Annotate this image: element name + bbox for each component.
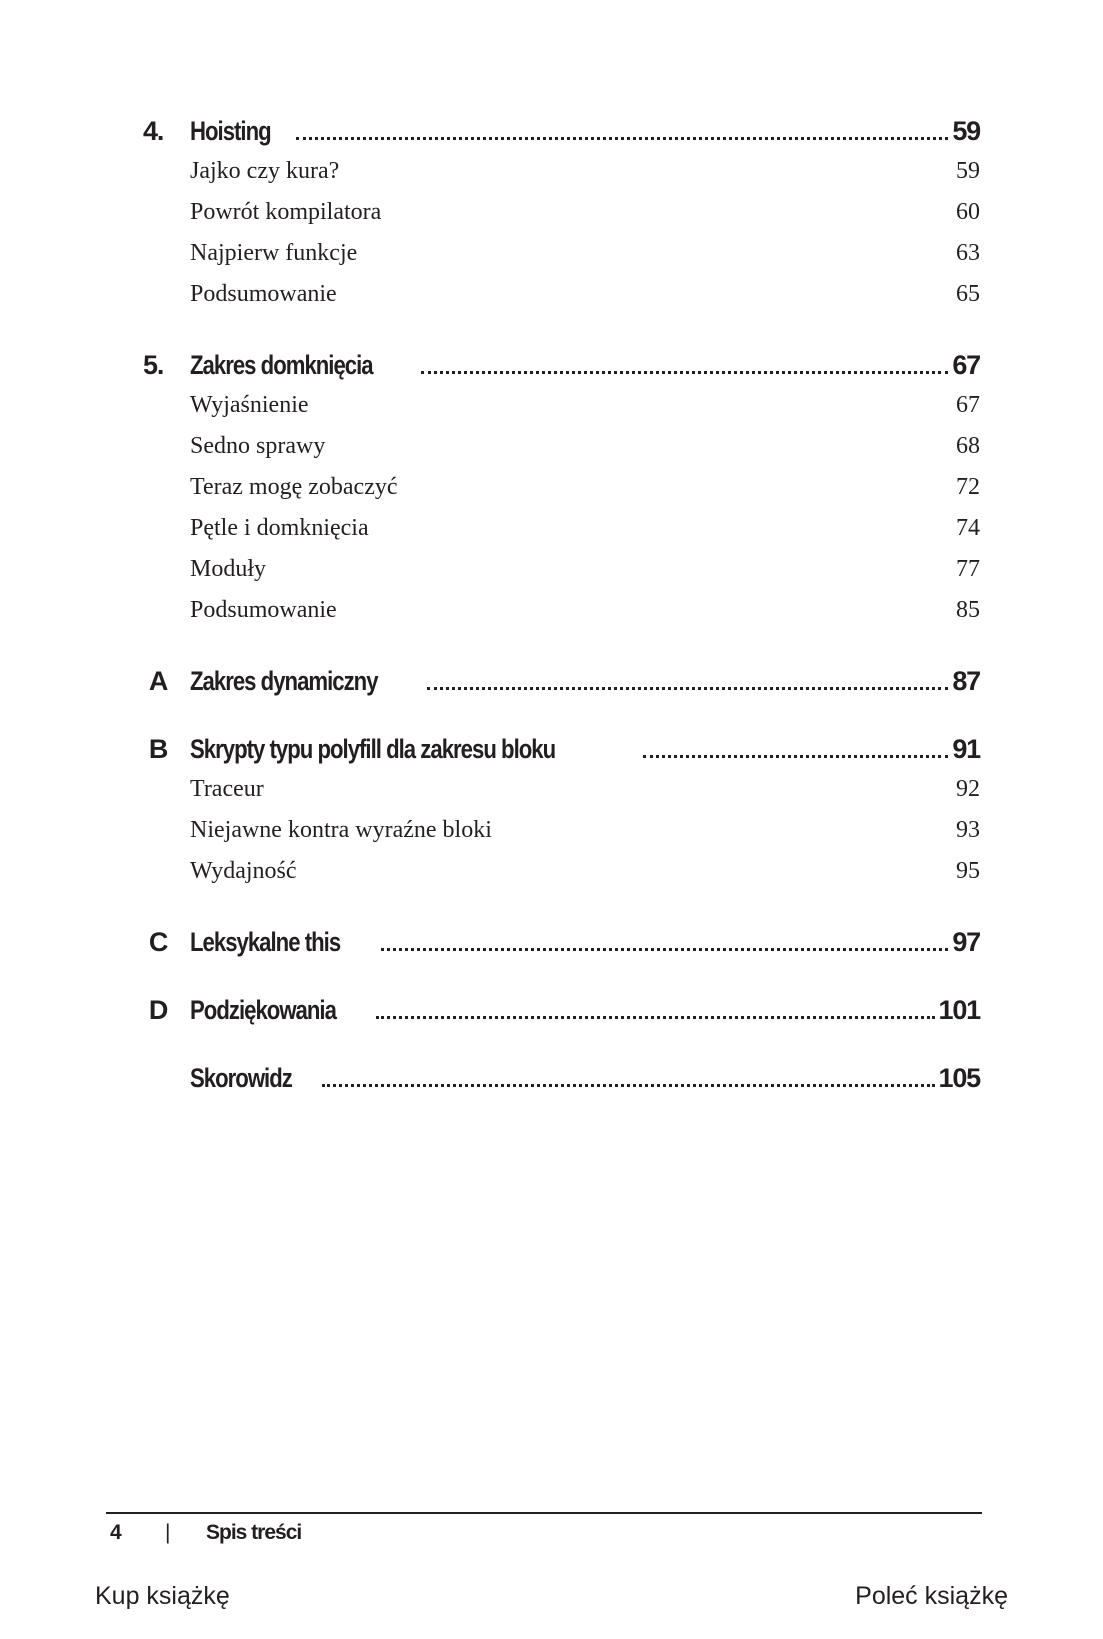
section-page-number: 67 — [956, 392, 980, 418]
chapter-title: Zakres dynamiczny — [190, 666, 378, 696]
chapter-title: Skrypty typu polyfill dla zakresu bloku — [190, 734, 556, 764]
section-page-number: 92 — [956, 776, 980, 802]
dot-leader — [322, 1084, 934, 1087]
section-page-number: 93 — [956, 817, 980, 843]
footer-separator: | — [165, 1521, 170, 1544]
chapter-title: Leksykalne this — [190, 927, 341, 957]
section-row[interactable] — [0, 429, 1103, 470]
section-title: Teraz mogę zobaczyć — [190, 474, 398, 500]
section-title: Traceur — [190, 776, 264, 802]
chapter-row[interactable] — [0, 921, 1103, 965]
section-row[interactable] — [0, 854, 1103, 895]
section-page-number: 77 — [956, 556, 980, 582]
section-row[interactable] — [0, 470, 1103, 511]
running-title: Spis treści — [206, 1521, 302, 1544]
chapter-title: Zakres domknięcia — [190, 350, 373, 380]
chapter-page-number: 67 — [952, 350, 980, 380]
section-row[interactable] — [0, 552, 1103, 593]
section-page-number: 59 — [956, 158, 980, 184]
section-page-number: 95 — [956, 858, 980, 884]
chapter-page-number: 91 — [952, 734, 980, 764]
chapter-row[interactable] — [0, 344, 1103, 388]
chapter-page-number: 105 — [938, 1063, 980, 1093]
section-page-number: 72 — [956, 474, 980, 500]
chapter-number: 4. — [143, 116, 164, 146]
recommend-book-link[interactable]: Poleć książkę — [855, 1582, 1008, 1610]
section-title: Niejawne kontra wyraźne bloki — [190, 817, 492, 843]
dot-leader — [296, 137, 948, 140]
section-title: Wyjaśnienie — [190, 392, 309, 418]
section-page-number: 85 — [956, 597, 980, 623]
chapter-page-number: 97 — [952, 927, 980, 957]
section-page-number: 63 — [956, 240, 980, 266]
dot-leader — [381, 948, 948, 951]
section-page-number: 68 — [956, 433, 980, 459]
section-page-number: 74 — [956, 515, 980, 541]
dot-leader — [421, 371, 949, 374]
chapter-row[interactable] — [0, 728, 1103, 772]
footer-divider — [106, 1512, 982, 1514]
section-title: Pętle i domknięcia — [190, 515, 369, 541]
chapter-title: Hoisting — [190, 116, 271, 146]
chapter-title: Podziękowania — [190, 995, 336, 1025]
section-row[interactable] — [0, 277, 1103, 318]
chapter-row[interactable] — [0, 1057, 1103, 1101]
dot-leader — [643, 755, 948, 758]
section-page-number: 65 — [956, 281, 980, 307]
section-title: Podsumowanie — [190, 597, 337, 623]
dot-leader — [376, 1016, 935, 1019]
chapter-number: B — [148, 734, 168, 764]
section-title: Jajko czy kura? — [190, 158, 340, 184]
chapter-page-number: 101 — [938, 995, 980, 1025]
section-title: Podsumowanie — [190, 281, 337, 307]
section-row[interactable] — [0, 236, 1103, 277]
section-title: Wydajność — [190, 858, 297, 884]
section-title: Moduły — [190, 556, 267, 582]
section-row[interactable] — [0, 772, 1103, 813]
section-row[interactable] — [0, 593, 1103, 634]
chapter-number: A — [148, 666, 168, 696]
chapter-number: D — [148, 995, 168, 1025]
chapter-page-number: 87 — [952, 666, 980, 696]
chapter-page-number: 59 — [952, 116, 980, 146]
section-row[interactable] — [0, 511, 1103, 552]
section-row[interactable] — [0, 154, 1103, 195]
section-row[interactable] — [0, 195, 1103, 236]
section-title: Powrót kompilatora — [190, 199, 382, 225]
section-title: Najpierw funkcje — [190, 240, 358, 266]
page-number: 4 — [110, 1521, 121, 1544]
chapter-row[interactable] — [0, 110, 1103, 154]
section-title: Sedno sprawy — [190, 433, 326, 459]
section-row[interactable] — [0, 813, 1103, 854]
chapter-number: 5. — [143, 350, 164, 380]
chapter-title: Skorowidz — [190, 1063, 292, 1093]
dot-leader — [427, 687, 949, 690]
chapter-row[interactable] — [0, 660, 1103, 704]
buy-book-link[interactable]: Kup książkę — [95, 1582, 230, 1610]
chapter-row[interactable] — [0, 989, 1103, 1033]
section-row[interactable] — [0, 388, 1103, 429]
chapter-number: C — [148, 927, 168, 957]
section-page-number: 60 — [956, 199, 980, 225]
